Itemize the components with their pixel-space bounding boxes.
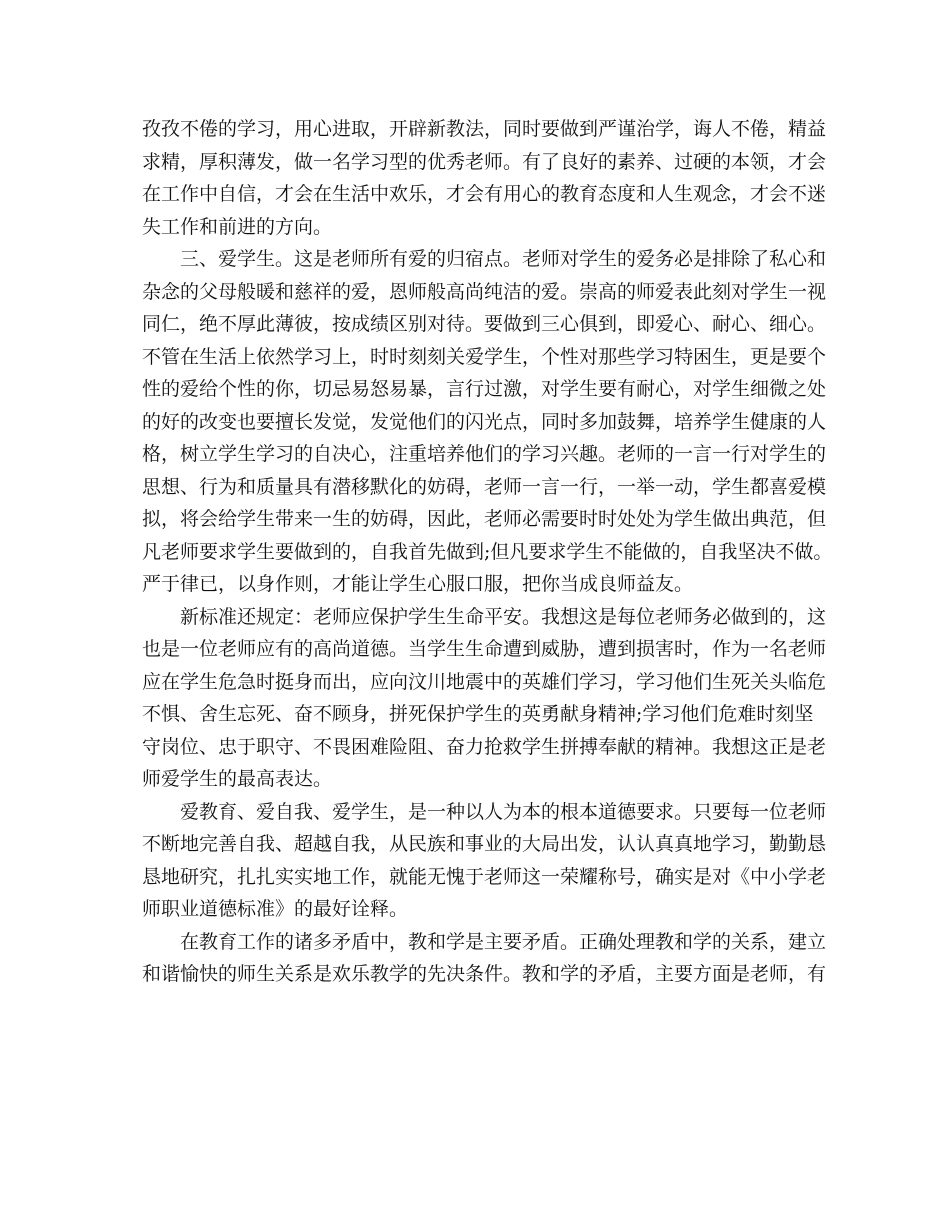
text-line: 不管在生活上依然学习上，时时刻刻关爱学生，个性对那些学习特困生，更是要个 [142, 345, 827, 368]
text-line: 的好的改变也要擅长发觉，发觉他们的闪光点，同时多加鼓舞，培养学生健康的人 [142, 410, 827, 433]
text-line: 也是一位老师应有的高尚道德。当学生生命遭到威胁，遭到损害时，作为一名老师 [142, 638, 827, 660]
paragraph-1 [142, 113, 827, 243]
text-line: 师爱学生的最高表达。 [142, 768, 333, 790]
text-line: 孜孜不倦的学习，用心进取，开辟新教法，同时要做到严谨治学，诲人不倦，精益 [142, 118, 827, 140]
text-line: 严于律已，以身作则，才能让学生心服口服，把你当成良师益友。 [142, 573, 694, 595]
text-line: 在工作中自信，才会在生活中欢乐，才会有用心的教育态度和人生观念，才会不迷 [142, 183, 827, 205]
paragraph-3 [142, 601, 827, 796]
text-line: 同仁，绝不厚此薄彼，按成绩区别对待。要做到三心俱到，即爱心、耐心、细心。 [142, 313, 827, 335]
paragraph-2 [142, 243, 833, 601]
text-line: 格，树立学生学习的自决心，注重培养他们的学习兴趣。老师的一言一行对学生的 [142, 443, 827, 465]
text-line: 不断地完善自我、超越自我，从民族和事业的大局出发，认认真真地学习，勤勤恳 [142, 833, 827, 855]
paragraph-4 [142, 796, 827, 926]
text-line: 恳地研究，扎扎实实地工作，就能无愧于老师这一荣耀称号，确实是对《中小学老 [142, 865, 827, 888]
body-text [142, 113, 833, 991]
text-line: 爱教育、爱自我、爱学生，是一种以人为本的根本道德要求。只要每一位老师 [142, 800, 827, 823]
text-line: 思想、行为和质量具有潜移默化的妨碍，老师一言一行，一举一动，学生都喜爱模 [142, 475, 827, 498]
text-line: 拟，将会给学生带来一生的妨碍，因此，老师必需要时时处处为学生做出典范，但 [142, 508, 827, 530]
text-line: 和谐愉快的师生关系是欢乐教学的先决条件。教和学的矛盾，主要方面是老师，有 [142, 963, 827, 985]
text-line: 性的爱给个性的你，切忌易怒易暴，言行过激，对学生要有耐心，对学生细微之处 [142, 378, 827, 400]
text-line: 杂念的父母般暖和慈祥的爱，恩师般高尚纯洁的爱。崇高的师爱表此刻对学生一视 [142, 280, 827, 303]
paragraph-5 [142, 926, 827, 991]
text-line: 守岗位、忠于职守、不畏困难险阻、奋力抢救学生拼搏奉献的精神。我想这正是老 [142, 735, 827, 758]
text-line: 不惧、舍生忘死、奋不顾身，拼死保护学生的英勇献身精神;学习他们危难时刻坚 [142, 703, 814, 725]
text-line: 求精，厚积薄发，做一名学习型的优秀老师。有了良好的素养、过硬的本领，才会 [142, 150, 827, 173]
text-line: 师职业道德标准》的最好诠释。 [142, 898, 409, 920]
text-line: 应在学生危急时挺身而出，应向汶川地震中的英雄们学习，学习他们生死关头临危 [142, 670, 827, 693]
text-line: 凡老师要求学生要做到的，自我首先做到;但凡要求学生不能做的，自我坚决不做。 [142, 540, 833, 563]
text-line: 在教育工作的诸多矛盾中，教和学是主要矛盾。正确处理教和学的关系，建立 [142, 930, 827, 953]
text-line: 新标准还规定：老师应保护学生生命平安。我想这是每位老师务必做到的，这 [142, 605, 827, 628]
text-line: 失工作和前进的方向。 [142, 215, 333, 238]
text-line: 三、爱学生。这是老师所有爱的归宿点。老师对学生的爱务必是排除了私心和 [142, 248, 827, 270]
